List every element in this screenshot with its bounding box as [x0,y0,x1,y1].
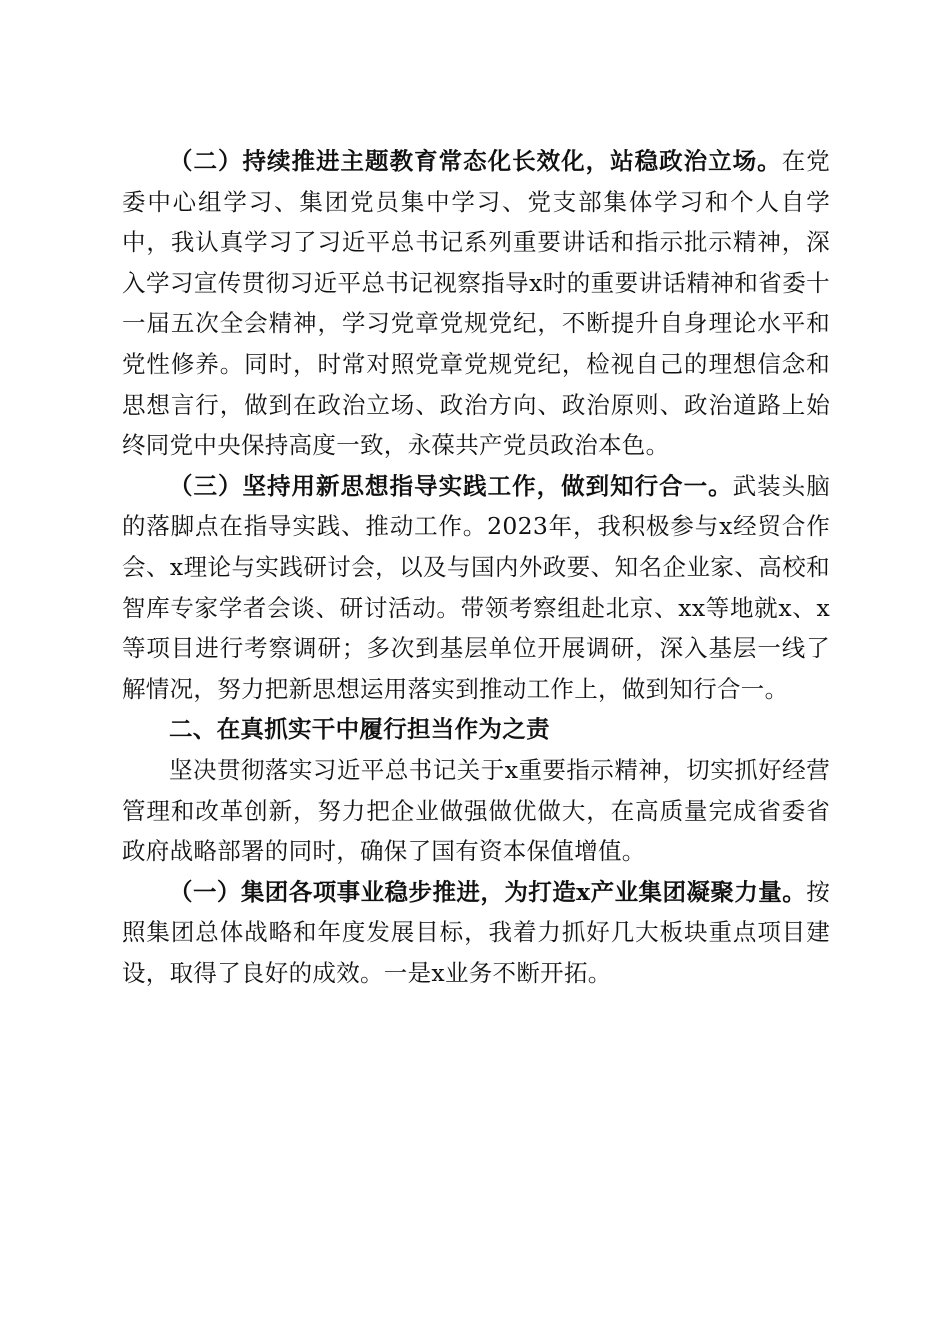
paragraph-two [122,141,830,466]
paragraph-two-lead: （二）持续推进主题教育常态化长效化，站稳政治立场。 [169,147,782,175]
document-page [122,141,830,993]
paragraph-two-body: 在党委中心组学习、集团党员集中学习、党支部集体学习和个人自学中，我认真学习了习近平总书记系列重要讲话和指示批示精神，深入学习宣传贯彻习近平总书记视察指导x时的重要讲话精神和省委十一届五次全会精神，学习党章党规党纪，不断提升自身理论水平和党性修养。同时，时常对照党章党规党纪，检视自己的理想信念和思想言行，做到在政治立场、政治方向、政治原则、政治道路上始终同党中央保持高度一致，永葆共产党员政治本色。 [122,147,830,460]
paragraph-one-body: 按照集团总体战略和年度发展目标，我着力抓好几大板块重点项目建设，取得了良好的成效。一是x业务不断开拓。 [122,877,830,987]
paragraph-three-lead: （三）坚持用新思想指导实践工作，做到知行合一。 [169,471,733,500]
paragraph-one [122,872,830,994]
section-intro: 坚决贯彻落实习近平总书记关于x重要指示精神，切实抓好经营管理和改革创新，努力把企业做强做优做大，在高质量完成省委省政府战略部署的同时，确保了国有资本保值增值。 [122,755,830,866]
section-heading: 二、在真抓实干中履行担当作为之责 [169,715,550,744]
paragraph-three [122,466,830,710]
paragraph-one-lead: （一）集团各项事业稳步推进，为打造x产业集团凝聚力量。 [169,877,807,906]
paragraph-three-body: 武装头脑的落脚点在指导实践、推动工作。2023年，我积极参与x经贸合作会、x理论与实践研讨会，以及与国内外政要、知名企业家、高校和智库专家学者会谈、研讨活动。带领考察组赴北京、xx等地就x、x等项目进行考察调研；多次到基层单位开展调研，深入基层一线了解情况，努力把新思想运用落实到推动工作上，做到知行合一。 [122,471,830,703]
